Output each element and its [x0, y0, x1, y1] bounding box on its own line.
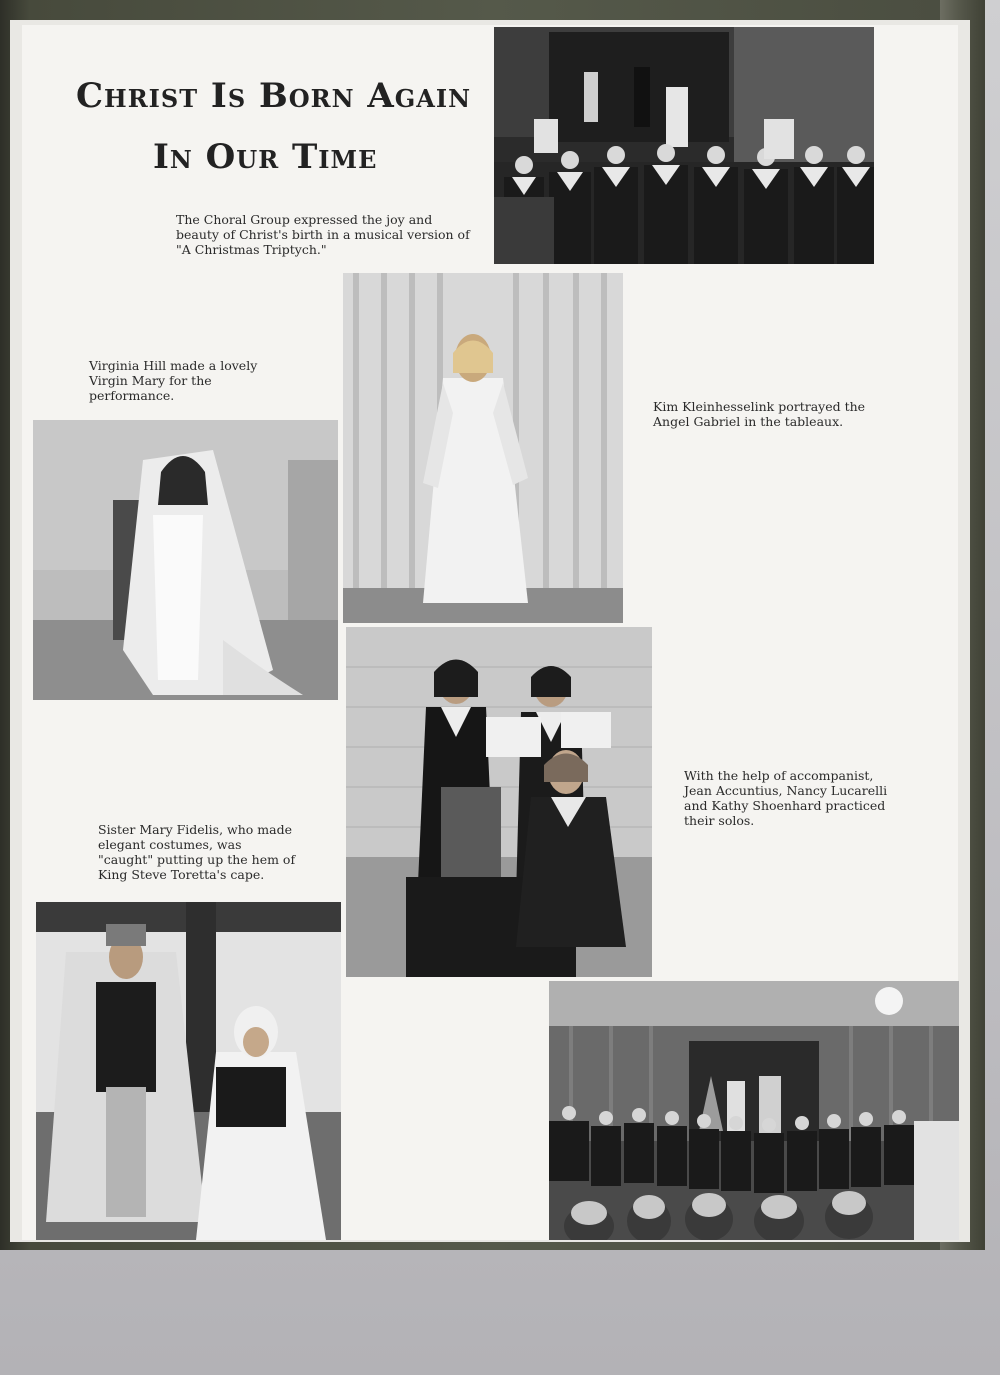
photo-stage-performance — [549, 981, 959, 1240]
photo-solo-practice — [346, 627, 652, 977]
page-title-line-2: In Our Time — [153, 137, 378, 177]
caption-accompanist: With the help of accompanist, Jean Accuntius, Nancy Lucarelli and Kathy Shoenhard practiced their solos. — [684, 768, 888, 828]
caption-kim-kleinhesselink: Kim Kleinhesselink portrayed the Angel Gabriel in the tableaux. — [653, 399, 866, 429]
photo-angel-gabriel — [343, 273, 623, 623]
caption-choral-group: The Choral Group expressed the joy and beauty of Christ's birth in a musical version of "A Christmas Triptych." — [176, 212, 470, 257]
photo-king-cape-hem — [36, 902, 341, 1240]
page-title-line-1: Christ Is Born Again — [76, 76, 472, 116]
photo-choral-group-stage — [494, 27, 874, 264]
caption-sister-mary-fidelis: Sister Mary Fidelis, who made elegant costumes, was "caught" putting up the hem of King Steve Toretta's cape. — [98, 822, 296, 882]
caption-virginia-hill: Virginia Hill made a lovely Virgin Mary for the performance. — [89, 358, 258, 403]
photo-virgin-mary — [33, 420, 338, 700]
